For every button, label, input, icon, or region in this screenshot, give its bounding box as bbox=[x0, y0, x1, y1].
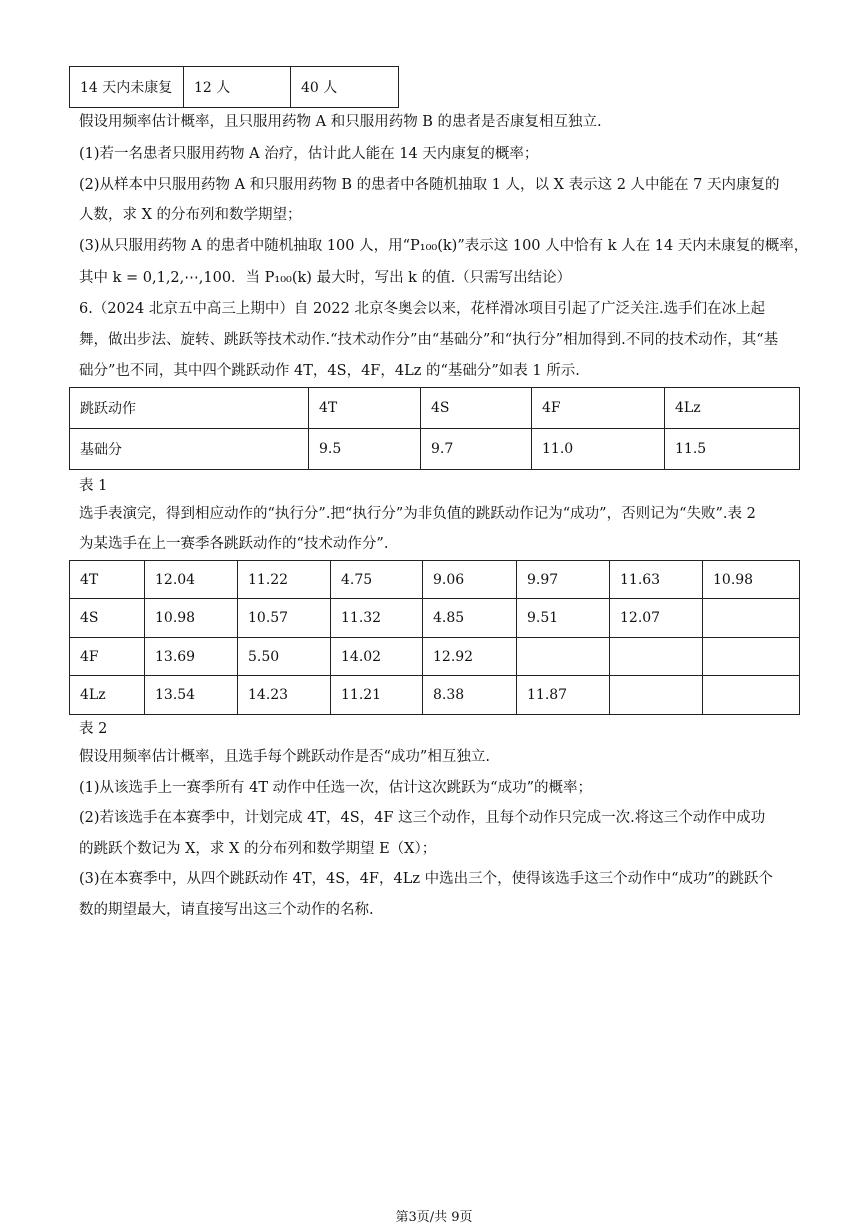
table-header-cell: 4F bbox=[532, 388, 665, 429]
table-header-cell: 4S bbox=[421, 388, 532, 429]
table2-caption: 表 2 bbox=[79, 721, 108, 737]
page-number: 第3页/共 9页 bbox=[395, 1210, 473, 1225]
table-cell: 13.69 bbox=[145, 638, 238, 676]
table-cell: 4.85 bbox=[423, 599, 517, 638]
table-cell: 14.02 bbox=[331, 638, 423, 676]
q6-intro-line2: 舞，做出步法、旋转、跳跃等技术动作.“技术动作分”由“基础分”和“执行分”相加得到.不同的技术动作，其“基 bbox=[79, 332, 779, 348]
table-header-cell: 4T bbox=[309, 388, 421, 429]
table-cell bbox=[703, 638, 800, 676]
q6-mid-line1: 选手表演完，得到相应动作的“执行分”.把“执行分”为非负值的跳跃动作记为“成功”，否则记为“失败”.表 2 bbox=[79, 506, 756, 522]
q5-part3-line1: (3)从只服用药物 A 的患者中随机抽取 100 人，用“P₁₀₀(k)”表示这 100 人中恰有 k 人在 14 天内未康复的概率， bbox=[79, 238, 809, 254]
table-cell: 12.07 bbox=[610, 599, 703, 638]
q5-part2-line2: 人数，求 X 的分布列和数学期望； bbox=[79, 207, 302, 223]
table-cell bbox=[517, 638, 610, 676]
table-cell: 4T bbox=[70, 561, 145, 599]
table-cell: 40 人 bbox=[291, 67, 399, 108]
table-cell bbox=[703, 599, 800, 638]
q6-mid-line2: 为某选手在上一赛季各跳跃动作的“技术动作分”. bbox=[79, 536, 389, 552]
table-cell: 11.0 bbox=[532, 429, 665, 470]
technical-score-table bbox=[69, 560, 800, 715]
q6-intro-line3: 础分”也不同，其中四个跳跃动作 4T，4S，4F，4Lz 的“基础分”如表 1 所示. bbox=[79, 363, 580, 379]
table-cell: 12 人 bbox=[184, 67, 291, 108]
table-cell: 10.98 bbox=[703, 561, 800, 599]
table-cell: 4Lz bbox=[70, 676, 145, 715]
table-row bbox=[70, 429, 800, 470]
table-cell bbox=[610, 676, 703, 715]
table-cell: 4.75 bbox=[331, 561, 423, 599]
table-cell: 12.92 bbox=[423, 638, 517, 676]
table-row bbox=[70, 638, 800, 676]
table-cell: 9.5 bbox=[309, 429, 421, 470]
table-cell: 5.50 bbox=[238, 638, 331, 676]
table-cell: 基础分 bbox=[70, 429, 309, 470]
table-cell: 9.51 bbox=[517, 599, 610, 638]
table-cell: 11.32 bbox=[331, 599, 423, 638]
q6-part2-line1: (2)若该选手在本赛季中，计划完成 4T，4S，4F 这三个动作，且每个动作只完成一次.将这三个动作中成功 bbox=[79, 810, 766, 826]
table-cell: 14.23 bbox=[238, 676, 331, 715]
recovery-table bbox=[69, 66, 399, 108]
table-header-cell: 4Lz bbox=[665, 388, 800, 429]
q6-part1: (1)从该选手上一赛季所有 4T 动作中任选一次，估计这次跳跃为“成功”的概率； bbox=[79, 780, 592, 796]
table-header-cell: 跳跃动作 bbox=[70, 388, 309, 429]
q5-part3-line2: 其中 k = 0,1,2,⋯,100．当 P₁₀₀(k) 最大时，写出 k 的值.（只需写出结论） bbox=[79, 270, 572, 286]
q6-intro-line1: 6.（2024 北京五中高三上期中）自 2022 北京冬奥会以来，花样滑冰项目引起了广泛关注.选手们在冰上起 bbox=[79, 301, 766, 317]
table-row bbox=[70, 561, 800, 599]
table-cell: 4S bbox=[70, 599, 145, 638]
base-score-table bbox=[69, 387, 800, 470]
q5-part1: (1)若一名患者只服用药物 A 治疗，估计此人能在 14 天内康复的概率； bbox=[79, 146, 539, 162]
table-cell: 11.87 bbox=[517, 676, 610, 715]
table1-caption: 表 1 bbox=[79, 478, 108, 494]
table-cell: 11.21 bbox=[331, 676, 423, 715]
table-row bbox=[70, 676, 800, 715]
table-cell: 8.38 bbox=[423, 676, 517, 715]
table-cell: 13.54 bbox=[145, 676, 238, 715]
q6-part3-line1: (3)在本赛季中，从四个跳跃动作 4T，4S，4F，4Lz 中选出三个，使得该选手这三个动作中“成功”的跳跃个 bbox=[79, 871, 773, 887]
q5-part2-line1: (2)从样本中只服用药物 A 和只服用药物 B 的患者中各随机抽取 1 人，以 X 表示这 2 人中能在 7 天内康复的 bbox=[79, 177, 780, 193]
table-cell: 9.97 bbox=[517, 561, 610, 599]
table-cell: 9.7 bbox=[421, 429, 532, 470]
table-cell: 11.63 bbox=[610, 561, 703, 599]
table-row bbox=[70, 599, 800, 638]
table-cell bbox=[610, 638, 703, 676]
table-cell: 10.57 bbox=[238, 599, 331, 638]
table-cell: 11.5 bbox=[665, 429, 800, 470]
q5-assumption: 假设用频率估计概率，且只服用药物 A 和只服用药物 B 的患者是否康复相互独立. bbox=[79, 114, 602, 130]
table-cell: 14 天内未康复 bbox=[70, 67, 184, 108]
table-cell: 9.06 bbox=[423, 561, 517, 599]
table-cell: 12.04 bbox=[145, 561, 238, 599]
table-cell: 4F bbox=[70, 638, 145, 676]
table-cell: 11.22 bbox=[238, 561, 331, 599]
table-cell: 10.98 bbox=[145, 599, 238, 638]
table-cell bbox=[703, 676, 800, 715]
table-row bbox=[70, 388, 800, 429]
q6-assumption: 假设用频率估计概率，且选手每个跳跃动作是否“成功”相互独立. bbox=[79, 749, 490, 765]
q6-part3-line2: 数的期望最大，请直接写出这三个动作的名称. bbox=[79, 902, 374, 918]
q6-part2-line2: 的跳跃个数记为 X，求 X 的分布列和数学期望 E（X）； bbox=[79, 841, 437, 857]
table-row bbox=[70, 67, 399, 108]
